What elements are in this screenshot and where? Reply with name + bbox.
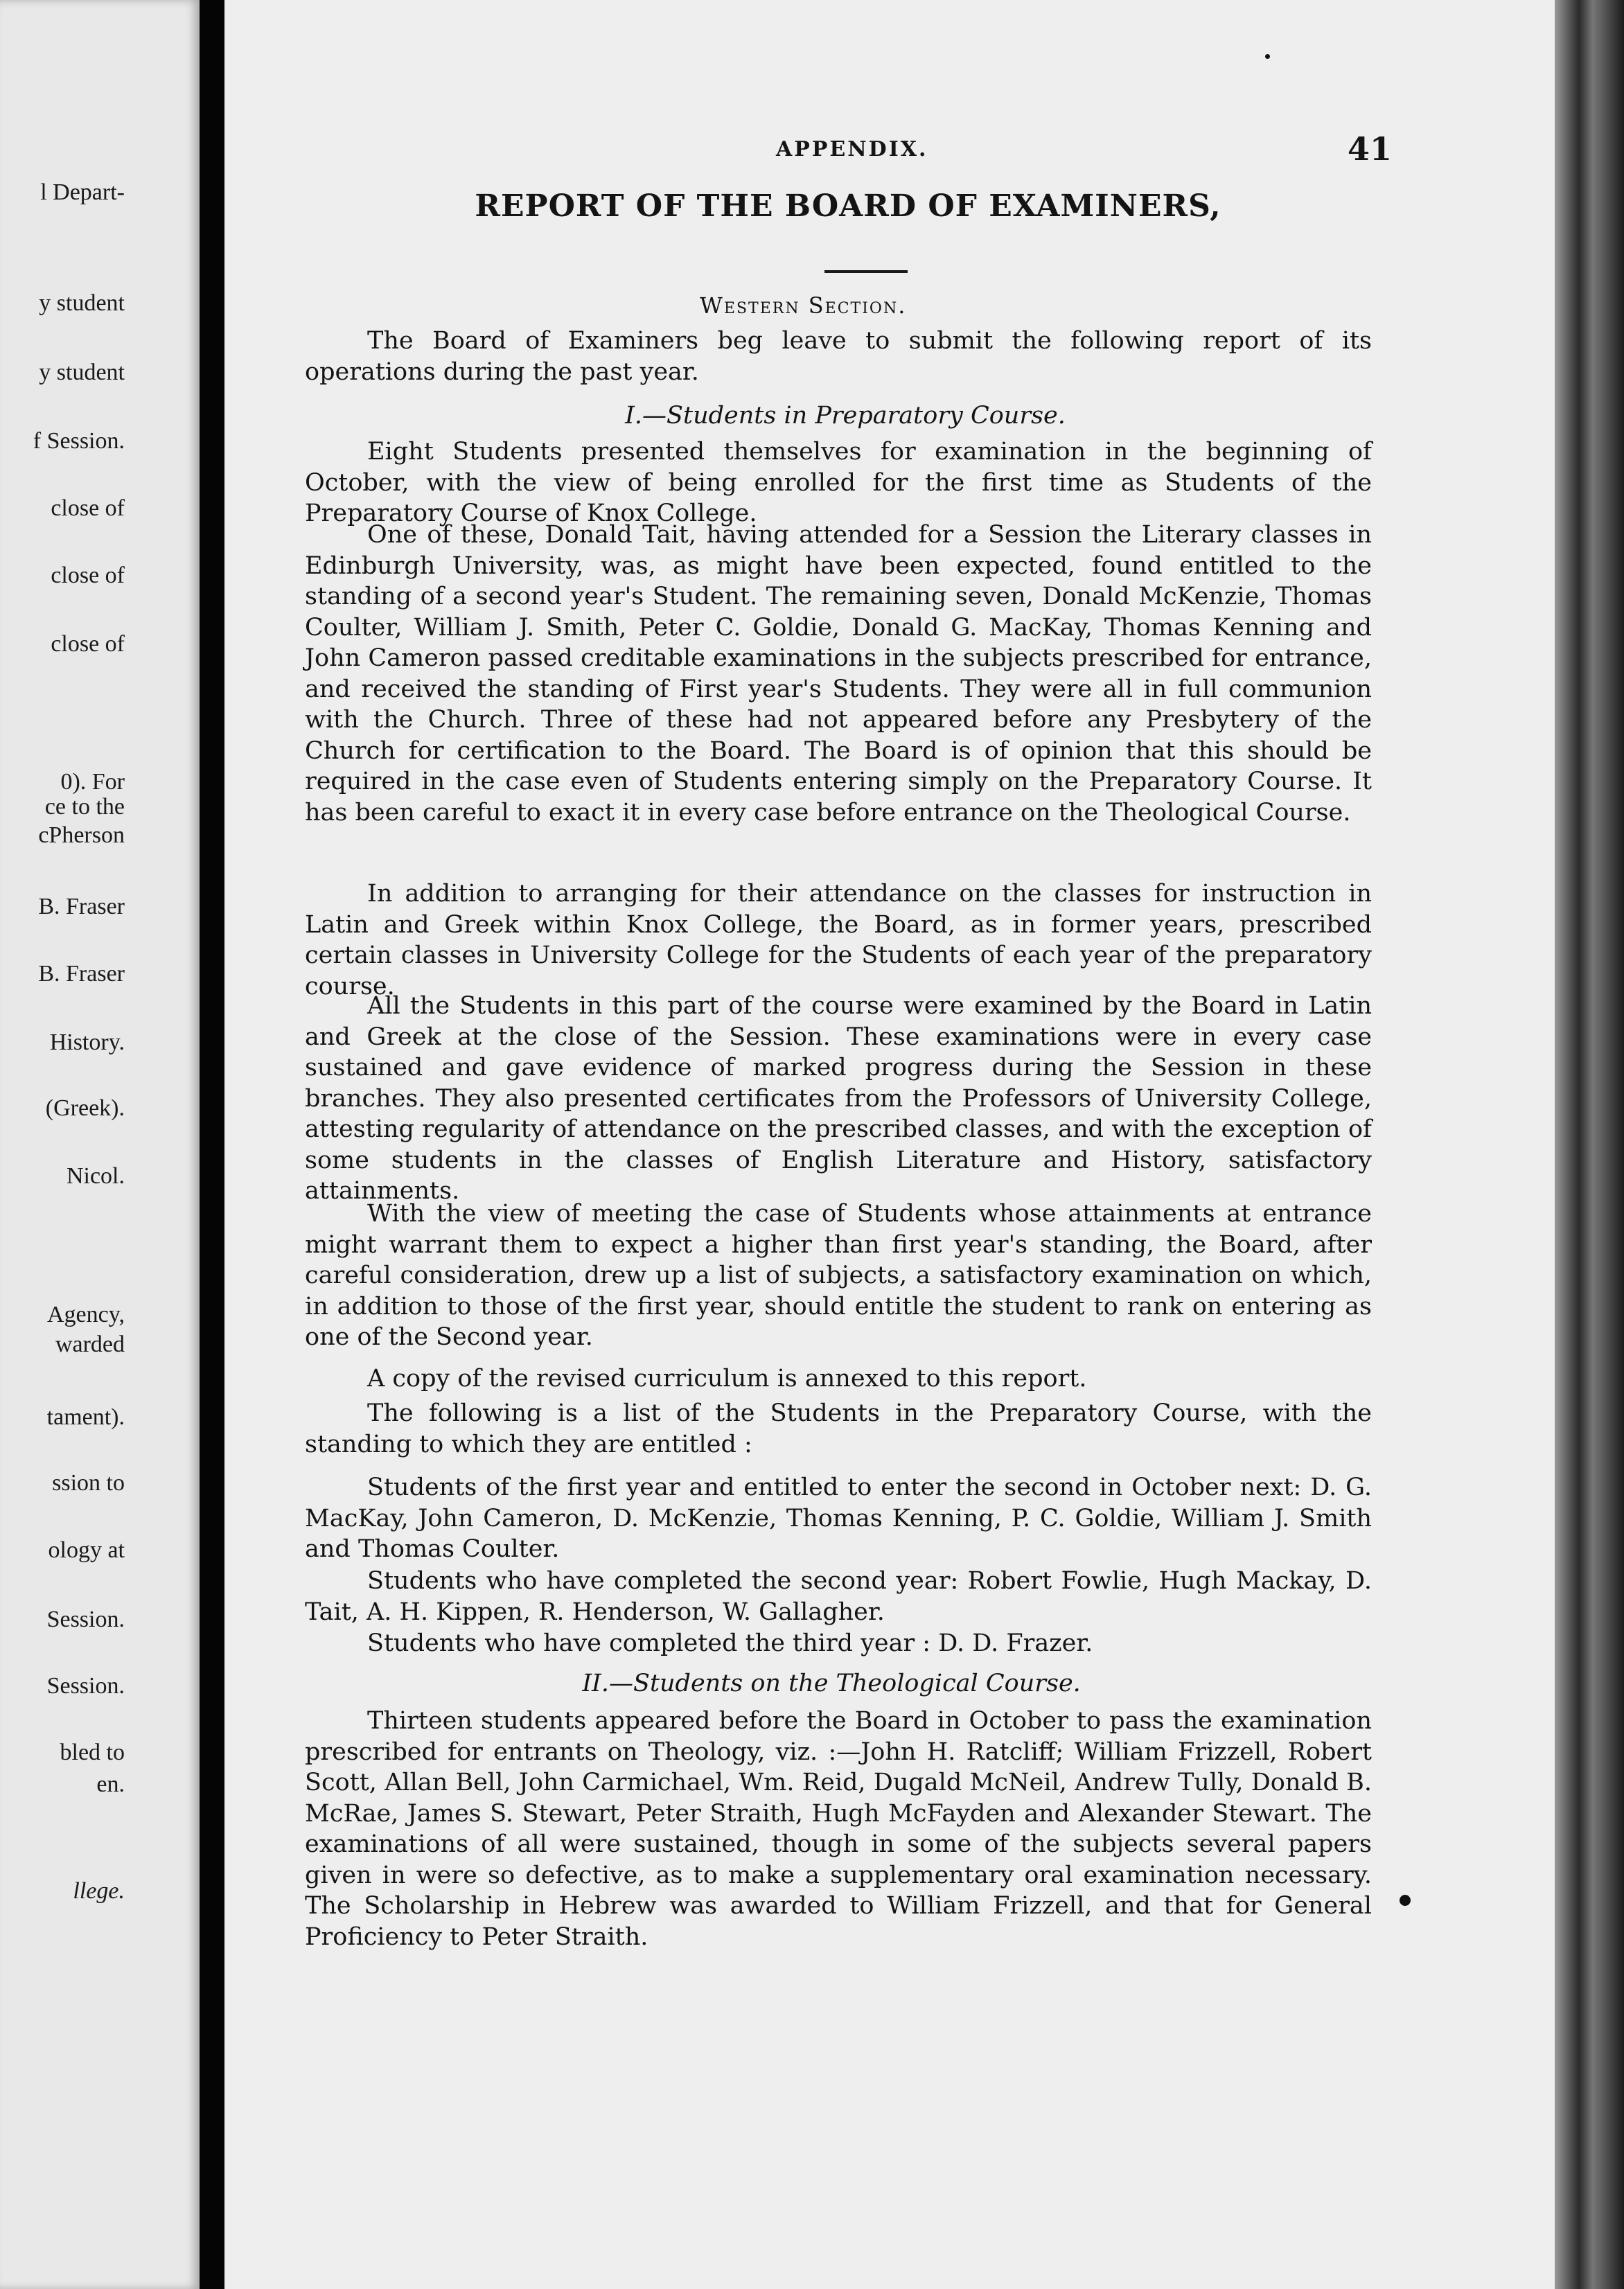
part1-heading: I.—Students in Preparatory Course. bbox=[625, 402, 1066, 430]
facing-line: 0). For bbox=[60, 769, 125, 795]
facing-line: en. bbox=[96, 1771, 125, 1797]
facing-line: warded bbox=[55, 1332, 125, 1357]
running-head: APPENDIX. bbox=[776, 137, 928, 161]
facing-line: Session. bbox=[46, 1607, 125, 1632]
paragraph: Eight Students presented themselves for examination in the beginning of October, with the view of being enrolled for the first time as Students of the Preparatory Course of Knox College. bbox=[305, 438, 1372, 527]
facing-line: ology at bbox=[48, 1537, 125, 1563]
facing-line: (Greek). bbox=[45, 1095, 125, 1121]
intro-paragraph: The Board of Examiners beg leave to submit the following report of its operations during the past year. bbox=[305, 327, 1372, 386]
paragraph: The following is a list of the Students in the Preparatory Course, with the standing to which they are entitled : bbox=[305, 1399, 1372, 1458]
book-gutter bbox=[200, 0, 224, 2289]
facing-line: cPherson bbox=[38, 822, 125, 848]
facing-line: B. Fraser bbox=[38, 961, 125, 987]
paragraph: Students who have completed the third year : D. D. Frazer. bbox=[367, 1629, 1093, 1657]
paragraph: A copy of the revised curriculum is annexed to this report. bbox=[367, 1365, 1087, 1393]
facing-line: close of bbox=[51, 563, 125, 588]
facing-line: Agency, bbox=[46, 1302, 125, 1327]
facing-line: tament). bbox=[46, 1404, 125, 1430]
facing-line: Nicol. bbox=[66, 1163, 125, 1189]
paragraph: Students of the first year and entitled to enter the second in October next: D. G. MacKay, John Cameron, D. McKenzie, Thomas Kenning, P. C. Goldie, William J. Smith and Thomas Coulter. bbox=[305, 1474, 1372, 1563]
part2-heading: II.—Students on the Theological Course. bbox=[582, 1670, 1081, 1697]
paragraph: With the view of meeting the case of Students whose attainments at entrance might warrant them to expect a higher than first year's standing, the Board, after careful consideration, drew up a list of subjects, a satisfactory examination on which, in addition to those of the first year, should entitle the student to rank on entering as one of the Second year. bbox=[305, 1200, 1372, 1351]
facing-line: Session. bbox=[46, 1673, 125, 1699]
facing-line: f Session. bbox=[33, 428, 125, 454]
page-number: 41 bbox=[1348, 130, 1393, 168]
ink-speck bbox=[1265, 54, 1270, 59]
facing-line: close of bbox=[51, 631, 125, 657]
facing-line: y student bbox=[39, 290, 125, 316]
facing-line: ssion to bbox=[52, 1470, 125, 1496]
ink-speck bbox=[1400, 1895, 1411, 1906]
page-edge bbox=[1555, 0, 1624, 2289]
facing-line: B. Fraser bbox=[38, 894, 125, 919]
facing-page-fragment bbox=[0, 0, 200, 2289]
paragraph: One of these, Donald Tait, having attended for a Session the Literary classes in Edinburgh University, was, as might have been expected, found entitled to the standing of a second year's Student. The remaining seven, Donald McKenzie, Thomas Coulter, William J. Smith, Peter C. Goldie, Donald G. MacKay, Thomas Kenning and John Cameron passed creditable examinations in the subjects prescribed for entrance, and received the standing of First year's Students. They were all in full communion with the Church. Three of these had not appeared before any Presbytery of the Church for certification to the Board. The Board is of opinion that this should be required in the case even of Students entering simply on the Preparatory Course. It has been careful to exact it in every case before entrance on the Theological Course. bbox=[305, 521, 1372, 827]
facing-line: ce to the bbox=[44, 794, 125, 820]
facing-line: y student bbox=[39, 360, 125, 385]
facing-line: close of bbox=[51, 495, 125, 521]
title-rule bbox=[824, 270, 908, 273]
facing-line: llege. bbox=[73, 1878, 125, 1904]
paragraph: In addition to arranging for their attendance on the classes for instruction in Latin and Greek within Knox College, the Board, as in former years, prescribed certain classes in University College for the Students of each year of the preparatory course. bbox=[305, 880, 1372, 1000]
paragraph: Students who have completed the second year: Robert Fowlie, Hugh Mackay, D. Tait, A. H. Kippen, R. Henderson, W. Gallagher. bbox=[305, 1567, 1372, 1626]
facing-line: bled to bbox=[60, 1740, 125, 1765]
paragraph: All the Students in this part of the course were examined by the Board in Latin and Greek at the close of the Session. These examinations were in every case sustained and gave evidence of marked progress during the Session in these branches. They also presented certificates from the Professors of University College, attesting regularity of attendance on the prescribed classes, and with the exception of some students in the classes of English Literature and History, satisfactory attainments. bbox=[305, 992, 1372, 1205]
facing-line: History. bbox=[49, 1029, 125, 1055]
section-heading: Western Section. bbox=[700, 292, 907, 319]
facing-line: l Depart- bbox=[40, 179, 125, 205]
report-title: REPORT OF THE BOARD OF EXAMINERS, bbox=[475, 188, 1221, 224]
paragraph: Thirteen students appeared before the Board in October to pass the examination prescribed for entrants on Theology, viz. :—John H. Ratcliff; William Frizzell, Robert Scott, Allan Bell, John Carmichael, Wm. Reid, Dugald McNeil, Andrew Tully, Donald B. McRae, James S. Stewart, Peter Straith, Hugh McFayden and Alexander Stewart. The examinations of all were sustained, though in some of the subjects several papers given in were so defective, as to make a supplementary oral examination necessary. The Scholarship in Hebrew was awarded to William Frizzell, and that for General Proficiency to Peter Straith. bbox=[305, 1707, 1372, 1951]
